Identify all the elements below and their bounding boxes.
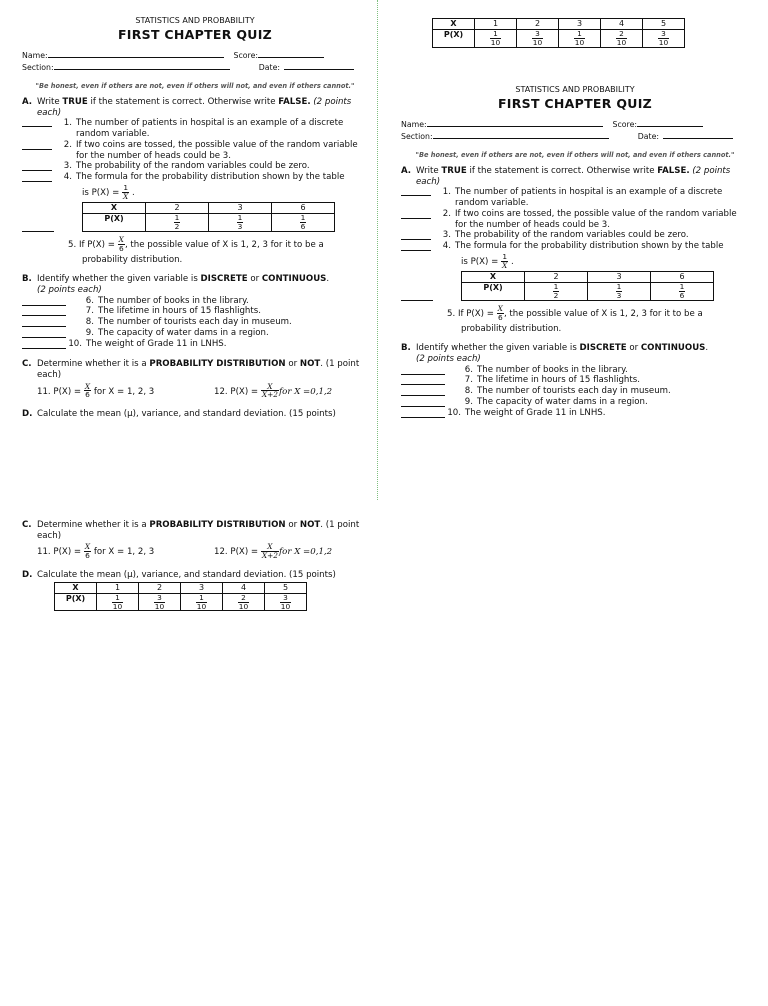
part-b-item-9: 9. The capacity of water dams in a region. <box>22 328 368 339</box>
date-field[interactable] <box>663 130 733 139</box>
part-d-table-bottom: X 1 2 3 4 5 P(X) $\frac{1}{10}$ $\frac{3}{10}$ $\frac{1}{10}$ $\frac{2}{10}$ $\frac{3}{10}$ <box>54 582 307 612</box>
part-a-item-5: 5. If P(X) = $\frac{X}{6}$ , the possible value of X is 1, 2, 3 for it to be a probability distribution. <box>68 234 324 266</box>
section-field[interactable] <box>433 130 609 139</box>
part-a-table: X 2 3 6 P(X) $\frac{1}{2}$ $\frac{1}{3}$ $\frac{1}{6}$ <box>82 202 335 232</box>
answer-blank[interactable] <box>22 117 52 127</box>
answer-blank[interactable] <box>401 397 445 407</box>
part-a-item-2: 2. If two coins are tossed, the possible value of the random variable for the number of heads could be 3. <box>22 140 368 161</box>
answer-blank[interactable] <box>22 140 52 150</box>
part-b-item-10: 10. The weight of Grade 11 in LNHS. <box>22 339 368 350</box>
subject-heading: STATISTICS AND PROBABILITY <box>135 16 255 25</box>
part-a-item-3: 3. The probability of the random variables could be zero. <box>22 161 368 172</box>
answer-blank[interactable] <box>22 222 54 232</box>
name-field[interactable] <box>48 49 224 58</box>
answer-blank[interactable] <box>401 241 431 251</box>
answer-blank[interactable] <box>401 365 445 375</box>
part-b-item-6: 6. The number of books in the library. <box>22 296 368 307</box>
quiz-left <box>22 16 368 420</box>
part-a-instructions: A. Write TRUE if the statement is correct. Otherwise write FALSE. (2 points each) <box>22 96 352 118</box>
answer-blank[interactable] <box>22 328 66 338</box>
item-4-formula: is P(X) = $\frac{1}{X}$ . <box>82 182 135 201</box>
quiz-bottom: C. Determine whether it is a PROBABILITY DISTRIBUTION or NOT. (1 point each) 11. P(X) = $\frac{X}{6}$ for X = 1, 2, 3 12. P(X) = $\frac{X}{X+2}$ for X =0,1,2 D. Calculate the mean (μ), variance, and standard deviation. (15 points) X 1 2 3 4 5 P(X) $\frac{1}{10}$ $\frac{3}{10}$ $\frac{1}{10}$ $\frac{2}{10}$ $\frac{3}{10}$ <box>22 520 360 611</box>
part-c-instructions: C. Determine whether it is a PROBABILITY DISTRIBUTION or NOT. (1 point each) <box>22 359 360 380</box>
quiz-right: STATISTICS AND PROBABILITY FIRST CHAPTER QUIZ Name: Score: Section: Date: "Be honest, even if others are not, even if others will not, and even if others cannot." A. Write TRUE if the statement is correct. Otherwise write FALSE. (2 points each) 1. The number of patients in hospital is an example of a discrete random variable. 2. If two coins are tossed, the possible value of the random variable for the number of heads could be 3. 3. The probability of the random variables could be zero. 4. The formula for the probability distribution shown by the table is P(X) = $\frac{1}{X}$ . X 2 3 6 P(X) $\frac{1}{2}$ $\frac{1}{3}$ $\frac{1}{6}$ 5. If P(X) = $\frac{X}{6}$ , the possible value of X is 1, 2, 3 for it to be a probability distribution. B. Identify whether the given variable is DISCRETE or CONTINUOUS. (2 points each) 6. The number of books in the library. 7. The lifetime in hours of 15 flashlights. 8. The number of tourists each day in museum. 9. The capacity of water dams in a region. 10. The weight of Grade 11 in LNHS. <box>401 85 737 418</box>
answer-blank[interactable] <box>22 161 52 171</box>
part-b-item-8: 8. The number of tourists each day in museum. <box>22 317 368 328</box>
part-a-item-4: 4. The formula for the probability distribution shown by the table <box>22 172 368 183</box>
right-top-table-wrap <box>432 18 685 48</box>
answer-blank[interactable] <box>401 408 445 418</box>
page-divider <box>377 0 378 500</box>
answer-blank[interactable] <box>22 317 66 327</box>
name-field[interactable] <box>427 118 603 127</box>
name-score-row: Name: Score: <box>22 49 368 62</box>
part-a-table: X 2 3 6 P(X) $\frac{1}{2}$ $\frac{1}{3}$ $\frac{1}{6}$ <box>461 271 714 301</box>
date-field[interactable] <box>284 61 354 70</box>
answer-blank[interactable] <box>22 172 52 182</box>
part-c-questions: 11. P(X) = $\frac{X}{6}$ for X = 1, 2, 3 12. P(X) = $\frac{X}{X+2}$ for X =0,1,2 <box>37 381 333 400</box>
section-date-row: Section: Date: <box>22 61 368 74</box>
answer-blank[interactable] <box>401 209 431 219</box>
answer-blank[interactable] <box>401 186 431 196</box>
part-a-item-1: 1. The number of patients in hospital is an example of a discrete random variable. <box>22 118 368 139</box>
part-d-instructions: D. Calculate the mean (μ), variance, and standard deviation. (15 points) <box>22 409 336 420</box>
part-b-item-7: 7. The lifetime in hours of 15 flashlights. <box>22 306 368 317</box>
honesty-motto: "Be honest, even if others are not, even if others will not, and even if others cannot." <box>35 81 355 90</box>
answer-blank[interactable] <box>22 339 66 349</box>
answer-blank[interactable] <box>22 296 66 306</box>
quiz-title: FIRST CHAPTER QUIZ <box>117 27 273 42</box>
answer-blank[interactable] <box>401 386 445 396</box>
score-field[interactable] <box>258 49 324 58</box>
section-field[interactable] <box>54 61 230 70</box>
answer-blank[interactable] <box>401 230 431 240</box>
answer-blank[interactable] <box>401 375 445 385</box>
score-field[interactable] <box>637 118 703 127</box>
part-d-table-top: X 1 2 3 4 5 P(X) $\frac{1}{10}$ $\frac{3}{10}$ $\frac{1}{10}$ $\frac{2}{10}$ $\frac{3}{10}$ <box>432 18 685 48</box>
answer-blank[interactable] <box>401 291 433 301</box>
answer-blank[interactable] <box>22 306 66 316</box>
part-b-instructions: B. Identify whether the given variable is DISCRETE or CONTINUOUS. (2 points each) <box>22 274 330 295</box>
